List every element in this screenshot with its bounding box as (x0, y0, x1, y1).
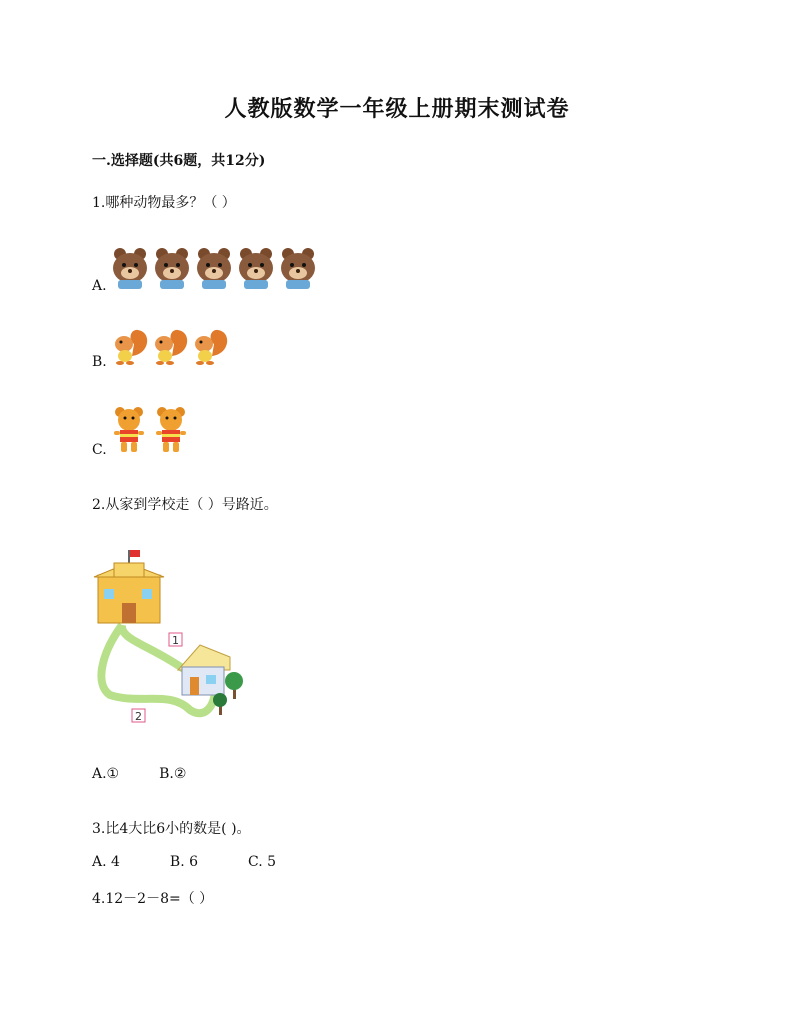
q3-option-c: C. 5 (248, 854, 277, 870)
q2-option-a: A.① (92, 766, 120, 782)
route-map (90, 545, 250, 730)
q1-option-b-label: B. (92, 354, 107, 370)
q1-option-c-images (110, 406, 192, 454)
bear-icon (110, 246, 320, 290)
route-1-label: 1 (172, 634, 179, 647)
question-2: 2.从家到学校走（ ）号路近。 (92, 497, 278, 513)
q3-options (92, 854, 276, 870)
q1-option-b-images (110, 326, 230, 366)
question-1: 1.哪种动物最多？（ ） (92, 195, 236, 211)
teddy-icon (110, 406, 192, 454)
q3-option-a: A. 4 (92, 854, 120, 870)
q1-option-c-label: C. (92, 442, 107, 458)
route-2-label: 2 (135, 710, 142, 723)
q1-option-a-images (110, 246, 320, 290)
route-1-path (122, 625, 185, 670)
question-4: 4.12－2－8=（ ） (92, 891, 214, 907)
squirrel-icon (110, 326, 230, 366)
q3-option-b: B. 6 (169, 854, 199, 870)
q2-option-b: B.② (159, 766, 187, 782)
q2-options (92, 766, 186, 782)
question-3: 3.比4大比6小的数是( )。 (92, 821, 251, 837)
page-title: 人教版数学一年级上册期末测试卷 (224, 96, 570, 122)
house-icon (178, 645, 230, 695)
school-icon (94, 550, 164, 623)
q1-option-a-label: A. (92, 278, 107, 294)
section-heading: 一.选择题(共6题，共12分) (92, 153, 266, 169)
